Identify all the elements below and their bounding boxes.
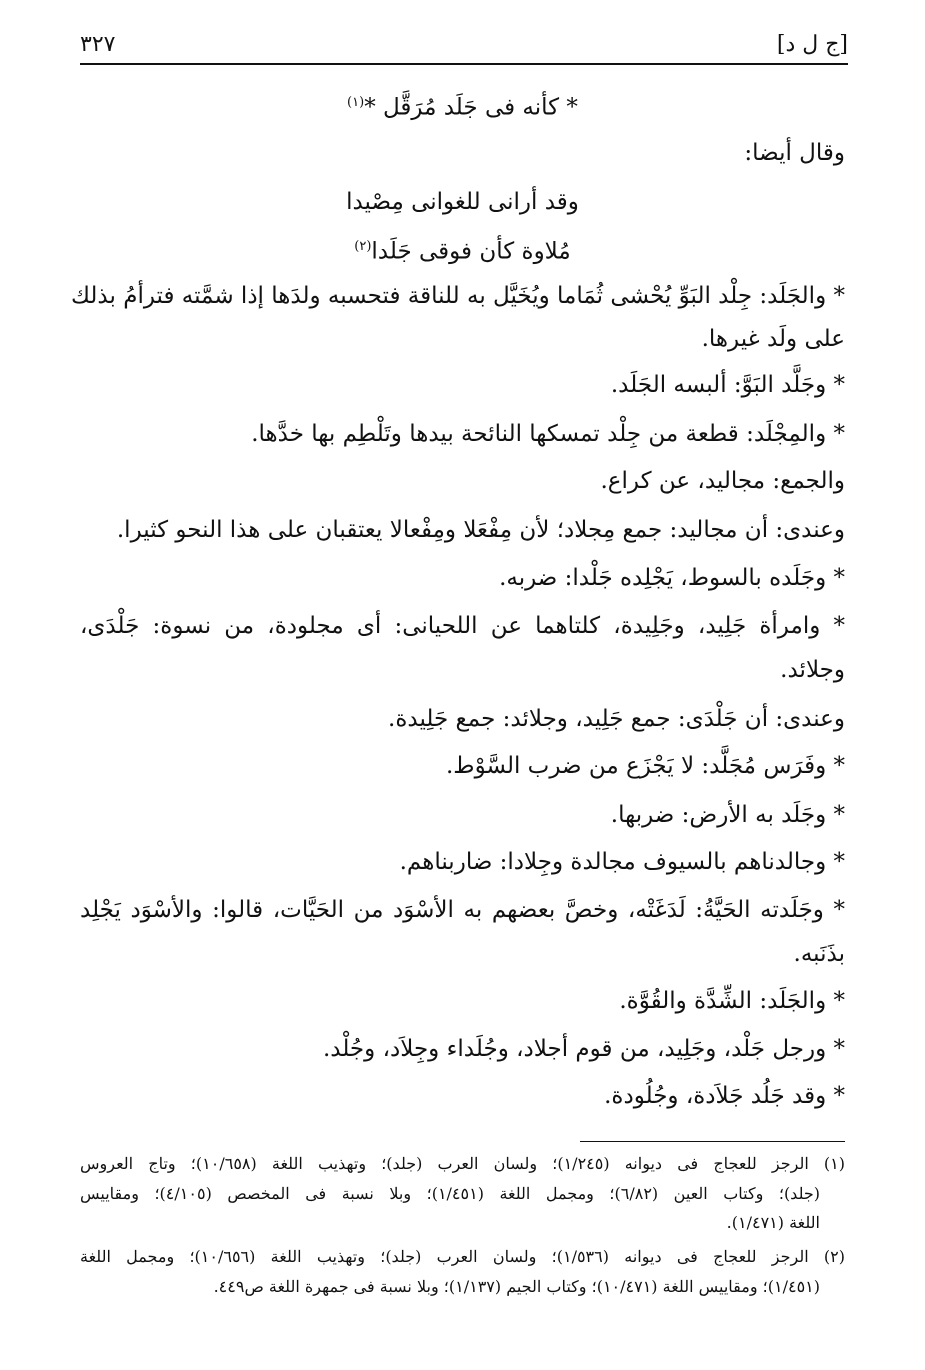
text-line: والجمع: مجاليد، عن كراع.: [600, 468, 845, 494]
text-line: * وقد جَلُد جَلاَدة، وجُلُودة.: [604, 1083, 845, 1109]
text-line: وعندى: أن مجاليد: جمع مِجلاد؛ لأن مِفْعَلا ومِفْعالا يعتقبان على هذا النحو كثيرا.: [116, 517, 845, 543]
footnote-line: (جلد)؛ وكتاب العين (٦/٨٢)؛ ومجمل اللغة (١/٤٥١)؛ وبلا نسبة فى المخصص (٤/١٠٥)؛ ومقاييس: [80, 1184, 821, 1203]
text-line: * والجَلَد: الشِّدَّة والقُوَّة.: [619, 988, 845, 1014]
text-line: * وفَرَس مُجَلَّد: لا يَجْزَع من ضرب السَّوْط.: [445, 753, 845, 779]
text-line: * وجَلَده بالسوط، يَجْلِده جَلْدا: ضربه.: [499, 565, 845, 591]
footnote-line: (١) الرجز للعجاج فى ديوانه (١/٢٤٥)؛ ولسان العرب (جلد)؛ وتهذيب اللغة (١٠/٦٥٨)؛ وتاج العروس: [80, 1154, 846, 1173]
footnote-ref: (١): [347, 95, 365, 110]
text-line: * وامرأة جَلِيد، وجَلِيدة، كلتاهما عن اللحيانى: أى مجلودة، من نسوة: جَلْدَى،: [80, 613, 845, 639]
text-line: * ورجل جَلْد، وجَلِيد، من قوم أجلاد، وجُلَداء وجِلاَد، وجُلْد.: [322, 1036, 845, 1062]
footnote-ref: (٢): [354, 239, 372, 254]
verse-line: وقد أرانى للغوانى مِصْيدا: [346, 189, 579, 215]
text-line: بذَنَبه.: [793, 941, 845, 967]
text-line: وعندى: أن جَلْدَى: جمع جَلِيد، وجلائد: جمع جَلِيدة.: [388, 706, 845, 732]
verse-line: مُلاوة كأن فوقى جَلَدا$^{(٢)}$: [354, 238, 571, 265]
header-rule: [80, 63, 848, 65]
root-letters: [ج ل د]: [776, 32, 848, 57]
footnote-rule: [580, 1141, 845, 1142]
text-line: وجلائد.: [780, 657, 845, 683]
footnote-line: (٢) الرجز للعجاج فى ديوانه (١/٥٣٦)؛ ولسان العرب (جلد)؛ وتهذيب اللغة (١٠/٦٥٦)؛ ومجمل اللغة: [80, 1247, 846, 1266]
text-line: وقال أيضا:: [744, 140, 845, 166]
text-line: * وجَلَدته الحَيَّةُ: لَدَغَتْه، وخصَّ بعضهم به الأسْوَد من الحَيَّات، قالوا: والأسْوَد يَجْلِد: [80, 897, 845, 923]
text-line: على ولَد غيرها.: [701, 326, 845, 352]
text-line: * وجالدناهم بالسيوف مجالدة وجِلادا: ضاربناهم.: [399, 849, 845, 875]
page-header: [80, 30, 848, 64]
footnote-line: (١/٤٥١)؛ ومقاييس اللغة (١٠/٤٧١)؛ وكتاب الجيم (١/١٣٧)؛ وبلا نسبة فى جمهرة اللغة ص٤٤٩.: [213, 1277, 820, 1296]
text-line: * وجَلَّد البَوَّ: ألبسه الجَلَد.: [610, 372, 845, 398]
footnote-line: اللغة (١/٤٧١).: [726, 1213, 820, 1232]
text-line: * والمِجْلَد: قطعة من جِلْد تمسكها النائحة بيدها وتَلْطِم بها خدَّها.: [251, 421, 845, 447]
text-line: * والجَلَد: جِلْد البَوِّ يُحْشى ثُمَاما ويُخَيَّل به للناقة فتحسبه ولدَها إذا شمَّته فترأمُ بذلك: [71, 283, 845, 309]
text-line: * وجَلَد به الأرض: ضربها.: [610, 802, 845, 828]
verse-line: * كأنه فى جَلَد مُرَقَّل *$^{(١)}$: [347, 94, 578, 121]
page-number: ٣٢٧: [80, 32, 116, 57]
